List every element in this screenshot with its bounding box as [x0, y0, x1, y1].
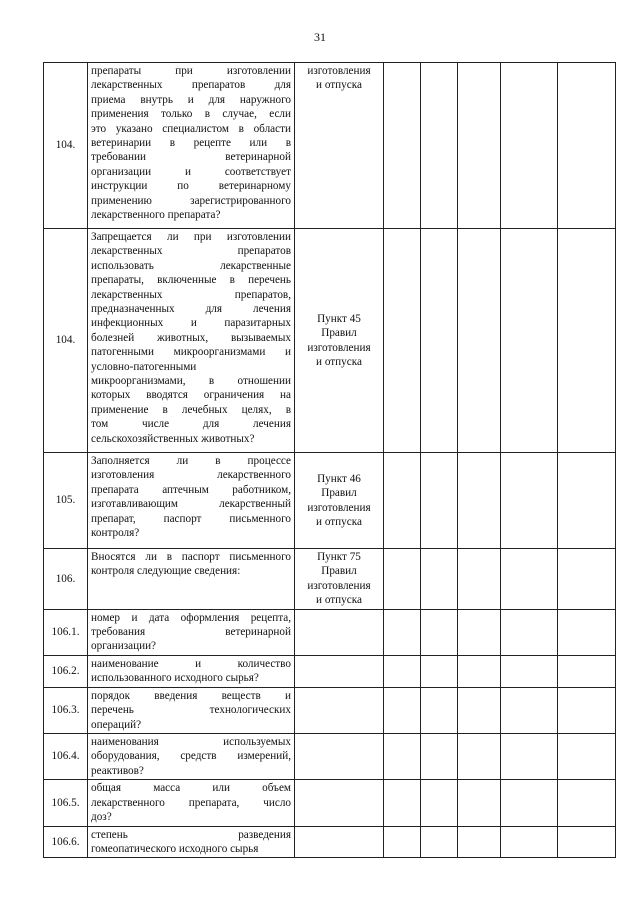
- blank-cell: [501, 453, 558, 549]
- blank-cell: [458, 63, 501, 229]
- blank-cell: [458, 609, 501, 655]
- question-line: инструкции по ветеринарному: [91, 180, 291, 193]
- question-line: которых вводятся ограничения на: [91, 389, 291, 402]
- question-line: применение в лечебных целях, в: [91, 403, 291, 416]
- question-line: препараты при изготовлении: [91, 65, 291, 77]
- row-reference: [295, 549, 384, 610]
- row-reference: [295, 655, 384, 687]
- row-question: [88, 780, 295, 826]
- question-line: операций?: [91, 718, 142, 731]
- row-question: [88, 655, 295, 687]
- row-number: 104.: [44, 229, 88, 453]
- row-number: 104.: [44, 63, 88, 229]
- reference-line: и отпуска: [316, 515, 362, 528]
- row-question: [88, 609, 295, 655]
- reference-line: Пункт 45: [317, 312, 361, 325]
- blank-cell: [421, 687, 458, 733]
- question-line: доз?: [91, 811, 112, 824]
- blank-cell: [384, 780, 421, 826]
- blank-cell: [421, 453, 458, 549]
- question-line: организации?: [91, 640, 157, 653]
- question-line: патогенными микроорганизмами и: [91, 346, 291, 359]
- question-line: оборудования, средств измерений,: [91, 750, 291, 763]
- row-question: [88, 229, 295, 453]
- blank-cell: [501, 687, 558, 733]
- reference-line: Правил: [321, 565, 357, 578]
- reference-line: и отпуска: [316, 79, 362, 92]
- row-number: 106.5.: [44, 780, 88, 826]
- row-number: 106.: [44, 549, 88, 610]
- blank-cell: [384, 734, 421, 780]
- table-row: [44, 734, 616, 780]
- question-line: лекарственного препарата?: [91, 209, 221, 222]
- reference-line: Пункт 46: [317, 472, 361, 485]
- question-line: изготавливающим лекарственный: [91, 498, 291, 511]
- blank-cell: [558, 687, 616, 733]
- row-question: [88, 826, 295, 858]
- question-line: использовать лекарственные: [91, 259, 291, 272]
- blank-cell: [501, 780, 558, 826]
- blank-cell: [558, 609, 616, 655]
- blank-cell: [458, 734, 501, 780]
- row-reference: [295, 453, 384, 549]
- table-row: [44, 687, 616, 733]
- blank-cell: [421, 734, 458, 780]
- blank-cell: [501, 549, 558, 610]
- question-line: ветеринарии в рецепте или в: [91, 137, 291, 150]
- blank-cell: [458, 826, 501, 858]
- question-line: наименования используемых: [91, 736, 291, 749]
- question-line: требовании ветеринарной: [91, 151, 291, 164]
- row-number: 106.3.: [44, 687, 88, 733]
- table-row: [44, 826, 616, 858]
- blank-cell: [501, 63, 558, 229]
- blank-cell: [421, 826, 458, 858]
- blank-cell: [558, 655, 616, 687]
- reference-line: изготовления: [307, 579, 371, 592]
- row-reference: [295, 229, 384, 453]
- blank-cell: [558, 826, 616, 858]
- blank-cell: [558, 734, 616, 780]
- question-line: перечень технологических: [91, 704, 291, 717]
- blank-cell: [558, 780, 616, 826]
- blank-cell: [558, 63, 616, 229]
- row-question: [88, 549, 295, 610]
- blank-cell: [384, 687, 421, 733]
- blank-cell: [384, 453, 421, 549]
- blank-cell: [421, 655, 458, 687]
- row-reference: [295, 609, 384, 655]
- question-line: препарата аптечным работником,: [91, 483, 291, 496]
- question-line: лекарственных препаратов для: [91, 79, 291, 92]
- blank-cell: [558, 549, 616, 610]
- blank-cell: [501, 655, 558, 687]
- table-row: [44, 780, 616, 826]
- table-row: [44, 63, 616, 229]
- question-line: лекарственного препарата, число: [91, 796, 291, 809]
- blank-cell: [421, 609, 458, 655]
- reference-line: изготовления: [307, 341, 371, 354]
- blank-cell: [501, 229, 558, 453]
- row-question: [88, 63, 295, 229]
- table-row: [44, 453, 616, 549]
- reference-line: и отпуска: [316, 355, 362, 368]
- question-line: организации и соответствует: [91, 165, 291, 178]
- reference-line: изготовления: [307, 501, 371, 514]
- blank-cell: [458, 780, 501, 826]
- blank-cell: [501, 609, 558, 655]
- row-reference: [295, 734, 384, 780]
- blank-cell: [384, 229, 421, 453]
- blank-cell: [558, 229, 616, 453]
- blank-cell: [384, 63, 421, 229]
- question-line: степень разведения: [91, 828, 291, 841]
- question-line: порядок введения веществ и: [91, 689, 291, 702]
- reference-line: Правил: [321, 487, 357, 500]
- question-line: номер и дата оформления рецепта,: [91, 611, 291, 624]
- question-line: гомеопатического исходного сырья: [91, 842, 259, 855]
- question-line: инфекционных и паразитарных: [91, 317, 291, 330]
- blank-cell: [421, 63, 458, 229]
- blank-cell: [384, 655, 421, 687]
- question-line: Запрещается ли при изготовлении: [91, 231, 291, 243]
- row-reference: [295, 63, 384, 229]
- blank-cell: [384, 549, 421, 610]
- question-line: лекарственных препаратов: [91, 245, 291, 258]
- question-line: приема внутрь и для наружного: [91, 93, 291, 106]
- row-reference: [295, 687, 384, 733]
- question-line: изготовления лекарственного: [91, 469, 291, 482]
- row-question: [88, 734, 295, 780]
- blank-cell: [458, 687, 501, 733]
- blank-cell: [558, 453, 616, 549]
- question-line: условно-патогенными: [91, 360, 197, 373]
- question-line: использованного исходного сырья?: [91, 672, 259, 685]
- checklist-body: [44, 63, 616, 858]
- question-line: Вносятся ли в паспорт письменного: [91, 551, 291, 563]
- page-number: 31: [314, 30, 326, 44]
- row-number: 105.: [44, 453, 88, 549]
- row-reference: [295, 780, 384, 826]
- reference-line: изготовления: [307, 65, 371, 77]
- question-line: препараты, включенные в перечень: [91, 274, 291, 287]
- question-line: общая масса или объем: [91, 782, 291, 795]
- question-line: наименование и количество: [91, 657, 291, 670]
- question-line: это указано специалистом в области: [91, 122, 291, 135]
- question-line: предназначенных для лечения: [91, 303, 291, 316]
- row-reference: [295, 826, 384, 858]
- blank-cell: [458, 655, 501, 687]
- row-question: [88, 453, 295, 549]
- blank-cell: [421, 780, 458, 826]
- row-number: 106.6.: [44, 826, 88, 858]
- reference-line: Пункт 75: [317, 551, 361, 563]
- blank-cell: [421, 229, 458, 453]
- row-number: 106.1.: [44, 609, 88, 655]
- question-line: лекарственных препаратов,: [91, 288, 291, 301]
- question-line: применения только в случае, если: [91, 108, 291, 121]
- question-line: реактивов?: [91, 764, 144, 777]
- blank-cell: [458, 549, 501, 610]
- table-row: [44, 549, 616, 610]
- reference-line: Правил: [321, 327, 357, 340]
- question-line: том числе для лечения: [91, 418, 291, 431]
- question-line: применению зарегистрированного: [91, 194, 291, 207]
- blank-cell: [384, 826, 421, 858]
- question-line: сельскохозяйственных животных?: [91, 432, 255, 445]
- question-line: требования ветеринарной: [91, 626, 291, 639]
- question-line: Заполняется ли в процессе: [91, 455, 291, 467]
- row-number: 106.2.: [44, 655, 88, 687]
- blank-cell: [384, 609, 421, 655]
- checklist-table: [43, 62, 616, 858]
- question-line: микроорганизмами, в отношении: [91, 375, 291, 388]
- question-line: контроля следующие сведения:: [91, 565, 241, 578]
- blank-cell: [421, 549, 458, 610]
- blank-cell: [501, 826, 558, 858]
- table-row: [44, 609, 616, 655]
- question-line: препарат, паспорт письменного: [91, 512, 291, 525]
- blank-cell: [458, 453, 501, 549]
- blank-cell: [458, 229, 501, 453]
- row-number: 106.4.: [44, 734, 88, 780]
- row-question: [88, 687, 295, 733]
- table-row: [44, 229, 616, 453]
- question-line: контроля?: [91, 527, 140, 540]
- question-line: болезней животных, вызываемых: [91, 331, 291, 344]
- reference-line: и отпуска: [316, 594, 362, 607]
- blank-cell: [501, 734, 558, 780]
- table-row: [44, 655, 616, 687]
